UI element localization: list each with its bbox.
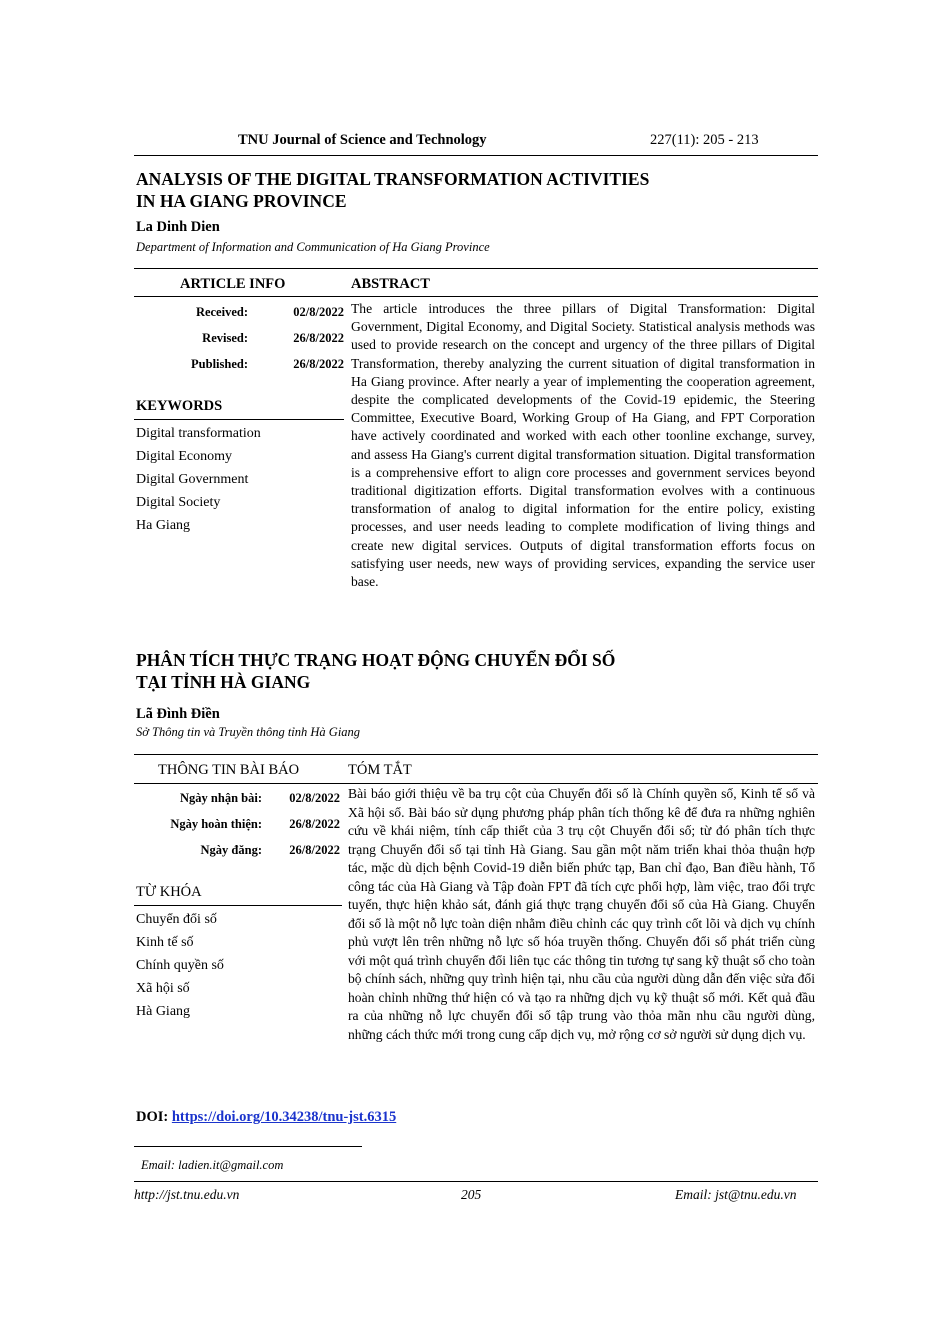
vn-keyword-item: Chuyển đổi số [136,912,217,927]
footer-page-number: 205 [461,1187,482,1202]
vietnamese-abstract-text: Bài báo giới thiệu về ba trụ cột của Chuyển đổi số là Chính quyền số, Kinh tế số và Xã hội số. Bài báo sử dụng phương pháp phân tích thống kê để đưa ra những nghiên cứu về khái niệm, tính cấp thiết của 3 trụ cột Chuyển đổi số; từ đó phân tích thực trạng Chuyển đổi số tại tỉnh Hà Giang. Sau gần một năm triển khai thỏa thuận hợp tác, mặc dù dịch bệnh Covid-19 diễn biến phức tạp, Ban chỉ đạo, Ban điều hành, Tổ công tác của Hà Giang và Tập đoàn FPT đã tích cực phối hợp, làm việc, trao đổi trực tuyến, thực hiện khảo sát, đánh giá thực trạng chuyển đổi số của Hà Giang. Chuyển đổi số là một nỗ lực toàn diện nhằm điều chỉnh các quy trình cốt lõi và dịch vụ chính phủ vượt lên trên những nỗ lực số hóa truyền thống. Chuyển đổi số phát triển cùng với một quá trình chuyển đổi liên tục các thông tin tương tự sang kỹ thuật số cho toàn bộ chính sách, những quy trình hiện tại, nhu cầu của người dùng dẫn đến việc sửa đổi hoàn chỉnh những thứ hiện có và tạo ra những dịch vụ kỹ thuật số mới. Kết quả đầu ra của những nỗ lực chuyển đổi số tập trung vào thỏa mãn nhu cầu người dùng, những cách thức mới trong cung cấp dịch vụ, mở rộng cơ sở người sử dụng dịch vụ. [348,786,815,1042]
vn-keywords-rule [134,905,342,906]
vn-date-published-label: Ngày đăng: [200,843,262,857]
header-rule [134,155,818,156]
doi-line [136,1109,396,1126]
date-revised-value: 26/8/2022 [293,331,344,345]
journal-name: TNU Journal of Science and Technology [238,132,487,148]
date-revised-label: Revised: [202,331,248,345]
keywords-rule [134,419,344,420]
keyword-item: Digital transformation [136,426,261,441]
doi-label: DOI: [136,1109,169,1125]
abstract-heading: ABSTRACT [351,276,430,292]
keyword-item: Digital Society [136,495,221,510]
vn-date-received-label: Ngày nhận bài: [180,791,262,805]
vn-abstract-heading: TÓM TẮT [348,762,412,778]
vietnamese-title [136,649,816,693]
english-author: La Dinh Dien [136,219,220,235]
vietnamese-title-line2: TẠI TỈNH HÀ GIANG [136,672,311,692]
issue-pages: 227(11): 205 - 213 [650,132,759,148]
vn-keyword-item: Xã hội số [136,981,190,996]
english-table-top-rule [134,268,818,269]
vn-keywords-heading: TỪ KHÓA [136,884,202,900]
vietnamese-author: Lã Đình Điền [136,706,220,722]
vietnamese-table-top-rule [134,754,818,755]
vietnamese-affiliation: Sở Thông tin và Truyền thông tỉnh Hà Giang [136,725,361,739]
vn-keyword-item: Kinh tế số [136,935,194,950]
footnote-rule [134,1146,362,1147]
vn-date-published-value: 26/8/2022 [289,843,340,857]
vn-keyword-item: Hà Giang [136,1004,191,1019]
vn-date-revised-value: 26/8/2022 [289,817,340,831]
footer-rule [134,1181,818,1182]
vietnamese-title-line1: PHÂN TÍCH THỰC TRẠNG HOẠT ĐỘNG CHUYỂN ĐỔI SỐ [136,650,616,670]
keyword-item: Ha Giang [136,518,191,533]
english-title-line1: ANALYSIS OF THE DIGITAL TRANSFORMATION ACTIVITIES [136,169,650,189]
english-affiliation: Department of Information and Communication of Ha Giang Province [136,240,490,254]
vn-date-received-value: 02/8/2022 [289,791,340,805]
english-table-sub-rule [134,296,818,297]
vn-keyword-item: Chính quyền số [136,958,224,973]
english-title [136,168,816,212]
doi-link[interactable]: https://doi.org/10.34238/tnu-jst.6315 [171,1109,397,1125]
vietnamese-table-sub-rule [134,783,818,784]
date-received-value: 02/8/2022 [293,305,344,319]
date-published-value: 26/8/2022 [293,357,344,371]
date-published-label: Published: [191,357,248,371]
footer-email: Email: jst@tnu.edu.vn [675,1187,797,1202]
keyword-item: Digital Economy [136,449,233,464]
date-received-label: Received: [195,305,248,319]
vn-date-revised-label: Ngày hoàn thiện: [170,817,262,831]
english-abstract-text: The article introduces the three pillars of Digital Transformation: Digital Government, Digital Economy, and Digital Society. Statistical analysis methods was used to provide research on the concept and urgency of the three pillars of Digital Transformation, thereby analyzing the current situation of digital transformation in Ha Giang province. After nearly a year of implementing the cooperation agreement, despite the complicated developments of the Covid-19 epidemic, the Steering Committee, Executive Board, Working Group of Ha Giang, and FPT Corporation have actively coordinated and worked with each other toonline exchange, survey, and assess Ha Giang's current digital transformation situation. Digital transformation is a comprehensive effort to align core processes and government services beyond traditional digitization efforts. Digital transformation evolves with a continuous transformation of analog to digital information for the entire policy, existing processes, and user needs leading to complete modification of living things and create new digital services. Outputs of digital transformation efforts focus on satisfying user needs, new ways of providing services, expanding the service user base. [351,301,815,590]
vn-article-info-heading: THÔNG TIN BÀI BÁO [158,762,300,778]
article-info-heading: ARTICLE INFO [180,276,286,292]
english-title-line2: IN HA GIANG PROVINCE [136,191,347,211]
footer-website: http://jst.tnu.edu.vn [134,1187,240,1202]
keyword-item: Digital Government [136,472,249,487]
keywords-heading: KEYWORDS [136,398,223,414]
author-email: Email: ladien.it@gmail.com [141,1158,284,1172]
